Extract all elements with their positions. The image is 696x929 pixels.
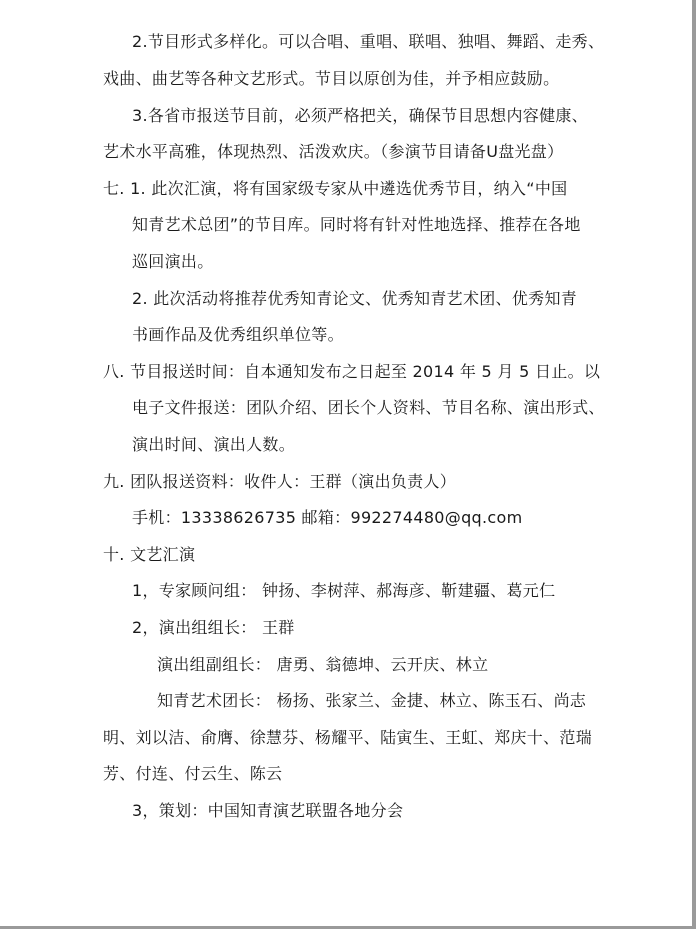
text-line: 知青艺术总团”的节目库。同时将有针对性地选择、推荐在各地 bbox=[132, 215, 581, 234]
text-line: 2.节目形式多样化。可以合唱、重唱、联唱、独唱、舞蹈、走秀、 bbox=[132, 32, 605, 51]
text-line: 3，策划：中国知青演艺联盟各地分会 bbox=[132, 801, 404, 820]
text-line: 2. 此次活动将推荐优秀知青论文、优秀知青艺术团、优秀知青 bbox=[132, 289, 578, 308]
text-line: 巡回演出。 bbox=[132, 252, 214, 271]
text-line: 明、刘以洁、俞膺、徐慧芬、杨耀平、陆寅生、王虹、郑庆十、范瑞 bbox=[103, 728, 593, 747]
section-seven-heading: 七. 1. 此次汇演，将有国家级专家从中遴选优秀节目，纳入“中国 bbox=[103, 179, 568, 198]
text-line: 芳、付连、付云生、陈云 bbox=[103, 764, 283, 783]
page-edge-right bbox=[692, 0, 696, 929]
text-line: 2，演出组组长： 王群 bbox=[132, 618, 295, 637]
section-nine-heading: 九. 团队报送资料：收件人：王群（演出负责人） bbox=[103, 472, 457, 491]
text-line: 知青艺术团长： 杨扬、张家兰、金捷、林立、陈玉石、尚志 bbox=[157, 691, 587, 710]
text-line: 电子文件报送：团队介绍、团长个人资料、节目名称、演出形式、 bbox=[132, 398, 605, 417]
section-eight-heading: 八. 节目报送时间：自本通知发布之日起至 2014 年 5 月 5 日止。以 bbox=[103, 362, 601, 381]
contact-line: 手机：13338626735 邮箱：992274480@qq.com bbox=[132, 508, 523, 527]
section-ten-heading: 十. 文艺汇演 bbox=[103, 545, 196, 564]
text-line: 演出时间、演出人数。 bbox=[132, 435, 296, 454]
text-line: 1，专家顾问组： 钟扬、李树萍、郝海彦、靳建疆、葛元仁 bbox=[132, 581, 556, 600]
text-line: 演出组副组长： 唐勇、翁德坤、云开庆、林立 bbox=[157, 655, 489, 674]
text-line: 3.各省市报送节目前，必须严格把关，确保节目思想内容健康、 bbox=[132, 106, 588, 125]
text-line: 艺术水平高雅，体现热烈、活泼欢庆。（参演节目请备U盘光盘） bbox=[103, 142, 564, 161]
text-line: 书画作品及优秀组织单位等。 bbox=[132, 325, 344, 344]
text-line: 戏曲、曲艺等各种文艺形式。节目以原创为佳，并予相应鼓励。 bbox=[103, 69, 560, 88]
